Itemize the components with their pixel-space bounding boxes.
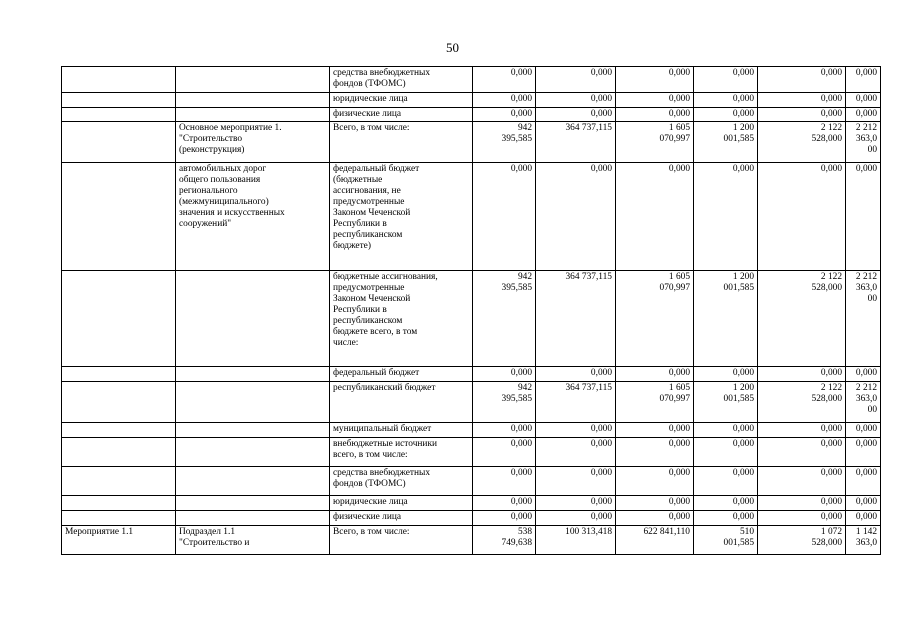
measure-description-cell bbox=[176, 438, 330, 467]
amount-cell: 0,000 bbox=[846, 93, 881, 108]
amount-cell: 0,000 bbox=[536, 163, 616, 271]
amount-cell: 0,000 bbox=[473, 163, 536, 271]
measure-description-cell bbox=[176, 423, 330, 438]
amount-cell: 510 001,585 bbox=[694, 526, 758, 555]
budget-table bbox=[61, 66, 881, 555]
measure-name-cell bbox=[62, 93, 176, 108]
measure-name-cell bbox=[62, 382, 176, 423]
amount-cell: 1 200 001,585 bbox=[694, 271, 758, 367]
amount-cell: 0,000 bbox=[473, 67, 536, 93]
table-row bbox=[62, 122, 881, 163]
amount-cell: 0,000 bbox=[694, 93, 758, 108]
amount-cell: 0,000 bbox=[694, 163, 758, 271]
measure-description-cell bbox=[176, 67, 330, 93]
amount-cell: 0,000 bbox=[473, 511, 536, 526]
measure-description-cell bbox=[176, 108, 330, 122]
measure-description-cell bbox=[176, 271, 330, 367]
amount-cell: 364 737,115 bbox=[536, 122, 616, 163]
table-row bbox=[62, 271, 881, 367]
amount-cell: 0,000 bbox=[758, 163, 846, 271]
amount-cell: 0,000 bbox=[758, 93, 846, 108]
amount-cell: 0,000 bbox=[536, 67, 616, 93]
amount-cell: 0,000 bbox=[616, 163, 694, 271]
amount-cell: 0,000 bbox=[536, 496, 616, 511]
amount-cell: 0,000 bbox=[616, 108, 694, 122]
measure-name-cell bbox=[62, 438, 176, 467]
amount-cell: 0,000 bbox=[846, 163, 881, 271]
measure-name-cell bbox=[62, 67, 176, 93]
table-row bbox=[62, 67, 881, 93]
amount-cell: 0,000 bbox=[616, 93, 694, 108]
amount-cell: 0,000 bbox=[846, 67, 881, 93]
page-number: 50 bbox=[446, 40, 459, 55]
amount-cell: 364 737,115 bbox=[536, 382, 616, 423]
amount-cell: 0,000 bbox=[616, 423, 694, 438]
table-row bbox=[62, 423, 881, 438]
funding-source-cell: внебюджетные источники всего, в том числе: bbox=[330, 438, 473, 467]
funding-source-cell: федеральный бюджет bbox=[330, 367, 473, 382]
amount-cell: 0,000 bbox=[758, 511, 846, 526]
amount-cell: 0,000 bbox=[473, 367, 536, 382]
amount-cell: 100 313,418 bbox=[536, 526, 616, 555]
amount-cell: 0,000 bbox=[694, 108, 758, 122]
measure-description-cell bbox=[176, 382, 330, 423]
table-row bbox=[62, 438, 881, 467]
funding-source-cell: физические лица bbox=[330, 511, 473, 526]
table-row bbox=[62, 511, 881, 526]
amount-cell: 0,000 bbox=[616, 438, 694, 467]
amount-cell: 0,000 bbox=[536, 423, 616, 438]
funding-source-cell: физические лица bbox=[330, 108, 473, 122]
amount-cell: 1 605 070,997 bbox=[616, 122, 694, 163]
amount-cell: 622 841,110 bbox=[616, 526, 694, 555]
amount-cell: 0,000 bbox=[694, 438, 758, 467]
amount-cell: 0,000 bbox=[758, 67, 846, 93]
measure-name-cell bbox=[62, 271, 176, 367]
amount-cell: 0,000 bbox=[846, 423, 881, 438]
amount-cell: 942 395,585 bbox=[473, 271, 536, 367]
measure-description-cell bbox=[176, 367, 330, 382]
funding-source-cell: юридические лица bbox=[330, 93, 473, 108]
amount-cell: 0,000 bbox=[846, 496, 881, 511]
funding-source-cell: республиканский бюджет bbox=[330, 382, 473, 423]
funding-source-cell: бюджетные ассигнования, предусмотренные Законом Чеченской Республики в республиканском бюджете всего, в том числе: bbox=[330, 271, 473, 367]
budget-table-body bbox=[62, 67, 881, 555]
amount-cell: 0,000 bbox=[846, 467, 881, 496]
measure-description-cell: Подраздел 1.1 "Строительство и bbox=[176, 526, 330, 555]
measure-name-cell: Мероприятие 1.1 bbox=[62, 526, 176, 555]
amount-cell: 0,000 bbox=[536, 511, 616, 526]
table-row bbox=[62, 93, 881, 108]
amount-cell: 0,000 bbox=[536, 108, 616, 122]
amount-cell: 538 749,638 bbox=[473, 526, 536, 555]
amount-cell: 2 122 528,000 bbox=[758, 271, 846, 367]
table-row bbox=[62, 367, 881, 382]
amount-cell: 0,000 bbox=[473, 108, 536, 122]
funding-source-cell: Всего, в том числе: bbox=[330, 526, 473, 555]
amount-cell: 0,000 bbox=[694, 511, 758, 526]
measure-name-cell bbox=[62, 122, 176, 163]
amount-cell: 0,000 bbox=[758, 496, 846, 511]
amount-cell: 0,000 bbox=[694, 467, 758, 496]
funding-source-cell: муниципальный бюджет bbox=[330, 423, 473, 438]
amount-cell: 0,000 bbox=[616, 467, 694, 496]
funding-source-cell: федеральный бюджет (бюджетные ассигнования, не предусмотренные Законом Чеченской Республики в республиканском бюджете) bbox=[330, 163, 473, 271]
measure-description-cell bbox=[176, 93, 330, 108]
funding-source-cell: Всего, в том числе: bbox=[330, 122, 473, 163]
measure-name-cell bbox=[62, 496, 176, 511]
table-row bbox=[62, 467, 881, 496]
measure-name-cell bbox=[62, 367, 176, 382]
table-row bbox=[62, 163, 881, 271]
amount-cell: 0,000 bbox=[616, 367, 694, 382]
amount-cell: 942 395,585 bbox=[473, 382, 536, 423]
table-row bbox=[62, 108, 881, 122]
funding-source-cell: юридические лица bbox=[330, 496, 473, 511]
amount-cell: 0,000 bbox=[758, 467, 846, 496]
measure-name-cell bbox=[62, 108, 176, 122]
amount-cell: 0,000 bbox=[694, 423, 758, 438]
amount-cell: 0,000 bbox=[694, 67, 758, 93]
amount-cell: 0,000 bbox=[694, 496, 758, 511]
measure-name-cell bbox=[62, 511, 176, 526]
amount-cell: 0,000 bbox=[616, 496, 694, 511]
amount-cell: 2 212 363,0 00 bbox=[846, 382, 881, 423]
table-row bbox=[62, 526, 881, 555]
amount-cell: 0,000 bbox=[473, 423, 536, 438]
amount-cell: 0,000 bbox=[616, 511, 694, 526]
amount-cell: 0,000 bbox=[758, 367, 846, 382]
table-row bbox=[62, 496, 881, 511]
measure-description-cell: автомобильных дорог общего пользования регионального (межмуниципального) значения и искусственных сооружений" bbox=[176, 163, 330, 271]
amount-cell: 0,000 bbox=[846, 108, 881, 122]
measure-name-cell bbox=[62, 467, 176, 496]
amount-cell: 2 212 363,0 00 bbox=[846, 122, 881, 163]
amount-cell: 0,000 bbox=[536, 93, 616, 108]
funding-source-cell: средства внебюджетных фондов (ТФОМС) bbox=[330, 67, 473, 93]
amount-cell: 2 122 528,000 bbox=[758, 382, 846, 423]
amount-cell: 364 737,115 bbox=[536, 271, 616, 367]
measure-name-cell bbox=[62, 423, 176, 438]
funding-source-cell: средства внебюджетных фондов (ТФОМС) bbox=[330, 467, 473, 496]
amount-cell: 0,000 bbox=[846, 511, 881, 526]
amount-cell: 1 142 363,0 bbox=[846, 526, 881, 555]
amount-cell: 1 200 001,585 bbox=[694, 382, 758, 423]
amount-cell: 1 200 001,585 bbox=[694, 122, 758, 163]
measure-description-cell bbox=[176, 496, 330, 511]
amount-cell: 0,000 bbox=[473, 496, 536, 511]
amount-cell: 1 605 070,997 bbox=[616, 271, 694, 367]
measure-description-cell: Основное мероприятие 1. "Строительство (реконструкция) bbox=[176, 122, 330, 163]
amount-cell: 2 212 363,0 00 bbox=[846, 271, 881, 367]
measure-name-cell bbox=[62, 163, 176, 271]
amount-cell: 1 072 528,000 bbox=[758, 526, 846, 555]
amount-cell: 942 395,585 bbox=[473, 122, 536, 163]
amount-cell: 0,000 bbox=[616, 67, 694, 93]
amount-cell: 0,000 bbox=[536, 438, 616, 467]
amount-cell: 0,000 bbox=[758, 423, 846, 438]
amount-cell: 2 122 528,000 bbox=[758, 122, 846, 163]
amount-cell: 0,000 bbox=[536, 467, 616, 496]
measure-description-cell bbox=[176, 511, 330, 526]
amount-cell: 0,000 bbox=[758, 438, 846, 467]
amount-cell: 0,000 bbox=[758, 108, 846, 122]
amount-cell: 0,000 bbox=[473, 467, 536, 496]
amount-cell: 0,000 bbox=[473, 438, 536, 467]
amount-cell: 1 605 070,997 bbox=[616, 382, 694, 423]
amount-cell: 0,000 bbox=[694, 367, 758, 382]
amount-cell: 0,000 bbox=[536, 367, 616, 382]
amount-cell: 0,000 bbox=[846, 367, 881, 382]
measure-description-cell bbox=[176, 467, 330, 496]
amount-cell: 0,000 bbox=[473, 93, 536, 108]
amount-cell: 0,000 bbox=[846, 438, 881, 467]
table-row bbox=[62, 382, 881, 423]
